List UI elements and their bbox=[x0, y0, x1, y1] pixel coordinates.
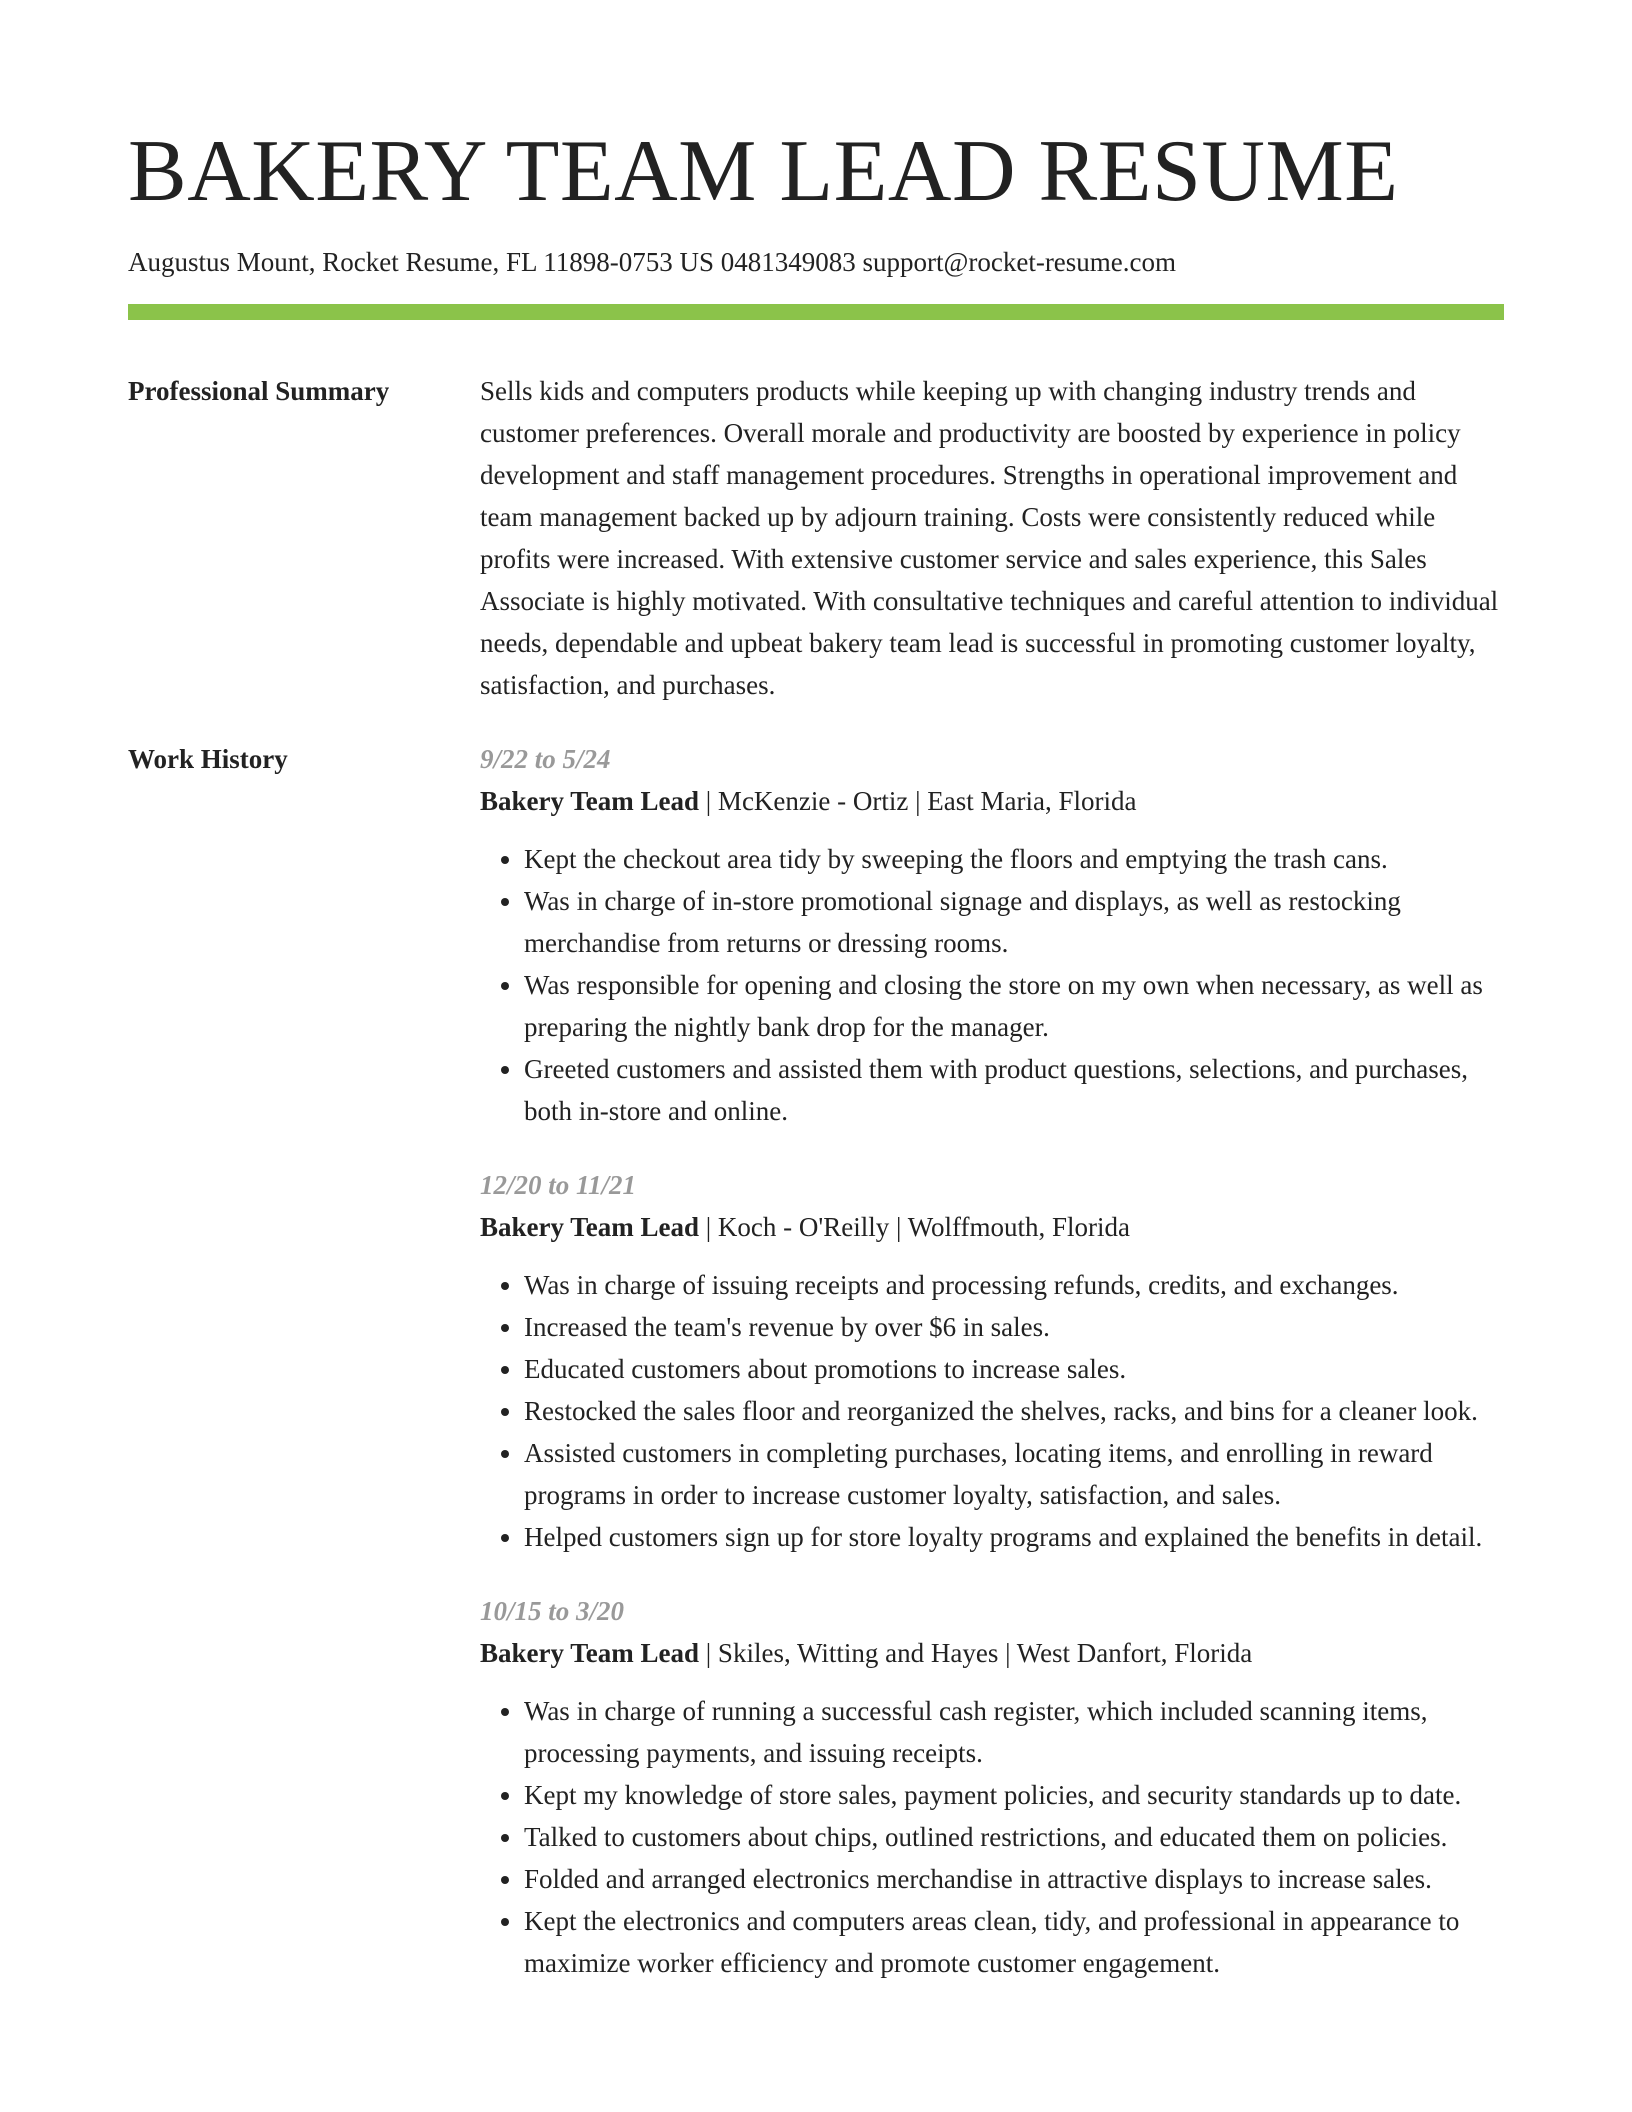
job-dates: 9/22 to 5/24 bbox=[480, 744, 611, 774]
section-label-summary: Professional Summary bbox=[128, 376, 390, 406]
job-employer-location: | Koch - O'Reilly | Wolffmouth, Florida bbox=[699, 1212, 1131, 1242]
job-bullet: • Talked to customers about chips, outlined restrictions, and educated them on policies. bbox=[524, 1816, 1504, 1858]
resume-page bbox=[128, 0, 1504, 2016]
job-title: Bakery Team Lead bbox=[480, 1638, 700, 1668]
section-label-work-history: Work History bbox=[128, 744, 288, 774]
job-bullet: • Greeted customers and assisted them with product questions, selections, and purchases, both in-store and online. bbox=[524, 1048, 1504, 1132]
job-bullet: • Restocked the sales floor and reorganized the shelves, racks, and bins for a cleaner look. bbox=[524, 1390, 1504, 1432]
job-employer-location: | Skiles, Witting and Hayes | West Danfort, Florida bbox=[699, 1638, 1253, 1668]
job-heading bbox=[480, 780, 1504, 822]
contact-line: Augustus Mount, Rocket Resume, FL 11898-0753 US 0481349083 support@rocket-resume.com bbox=[128, 247, 1177, 277]
job-heading bbox=[480, 1632, 1504, 1674]
job-title: Bakery Team Lead bbox=[480, 786, 700, 816]
job-bullet: • Kept the electronics and computers areas clean, tidy, and professional in appearance to maximize worker efficiency and promote customer engagement. bbox=[524, 1900, 1504, 1984]
accent-divider bbox=[128, 304, 1504, 320]
job-bullet: • Was in charge of running a successful cash register, which included scanning items, processing payments, and issuing receipts. bbox=[524, 1690, 1504, 1774]
job-entry bbox=[480, 1164, 1504, 1558]
job-bullet: • Assisted customers in completing purchases, locating items, and enrolling in reward programs in order to increase customer loyalty, satisfaction, and sales. bbox=[524, 1432, 1504, 1516]
job-employer-location: | McKenzie - Ortiz | East Maria, Florida bbox=[699, 786, 1137, 816]
job-entry bbox=[480, 738, 1504, 1132]
job-dates: 10/15 to 3/20 bbox=[480, 1596, 625, 1626]
job-bullet: • Helped customers sign up for store loyalty programs and explained the benefits in detail. bbox=[524, 1516, 1504, 1558]
job-bullet: • Was responsible for opening and closing the store on my own when necessary, as well as preparing the nightly bank drop for the manager. bbox=[524, 964, 1504, 1048]
summary-text: Sells kids and computers products while keeping up with changing industry trends and customer preferences. Overall morale and productivity are boosted by experience in policy development and staff management procedures. Strengths in operational improvement and team management backed up by adjourn training. Costs were consistently reduced while profits were increased. With extensive customer service and sales experience, this Sales Associate is highly motivated. With consultative techniques and careful attention to individual needs, dependable and upbeat bakery team lead is successful in promoting customer loyalty, satisfaction, and purchases. bbox=[480, 376, 1499, 700]
job-bullet: • Educated customers about promotions to increase sales. bbox=[524, 1348, 1504, 1390]
job-bullet-list bbox=[480, 1264, 1504, 1558]
job-title: Bakery Team Lead bbox=[480, 1212, 700, 1242]
resume-title: BAKERY TEAM LEAD RESUME bbox=[128, 123, 1399, 220]
job-bullet-list bbox=[480, 1690, 1504, 1984]
job-bullet-list bbox=[480, 838, 1504, 1132]
job-bullet: • Folded and arranged electronics merchandise in attractive displays to increase sales. bbox=[524, 1858, 1504, 1900]
job-bullet: • Increased the team's revenue by over $6 in sales. bbox=[524, 1306, 1504, 1348]
job-entry bbox=[480, 1590, 1504, 1984]
work-history-body bbox=[480, 738, 1504, 2016]
job-heading bbox=[480, 1206, 1504, 1248]
summary-body bbox=[480, 370, 1504, 706]
job-dates: 12/20 to 11/21 bbox=[480, 1170, 637, 1200]
job-bullet: • Kept my knowledge of store sales, payment policies, and security standards up to date. bbox=[524, 1774, 1504, 1816]
job-bullet: • Was in charge of issuing receipts and processing refunds, credits, and exchanges. bbox=[524, 1264, 1504, 1306]
work-history-section bbox=[128, 738, 1504, 2016]
job-bullet: • Was in charge of in-store promotional signage and displays, as well as restocking merchandise from returns or dressing rooms. bbox=[524, 880, 1504, 964]
professional-summary-section bbox=[128, 370, 1504, 706]
job-bullet: • Kept the checkout area tidy by sweeping the floors and emptying the trash cans. bbox=[524, 838, 1504, 880]
